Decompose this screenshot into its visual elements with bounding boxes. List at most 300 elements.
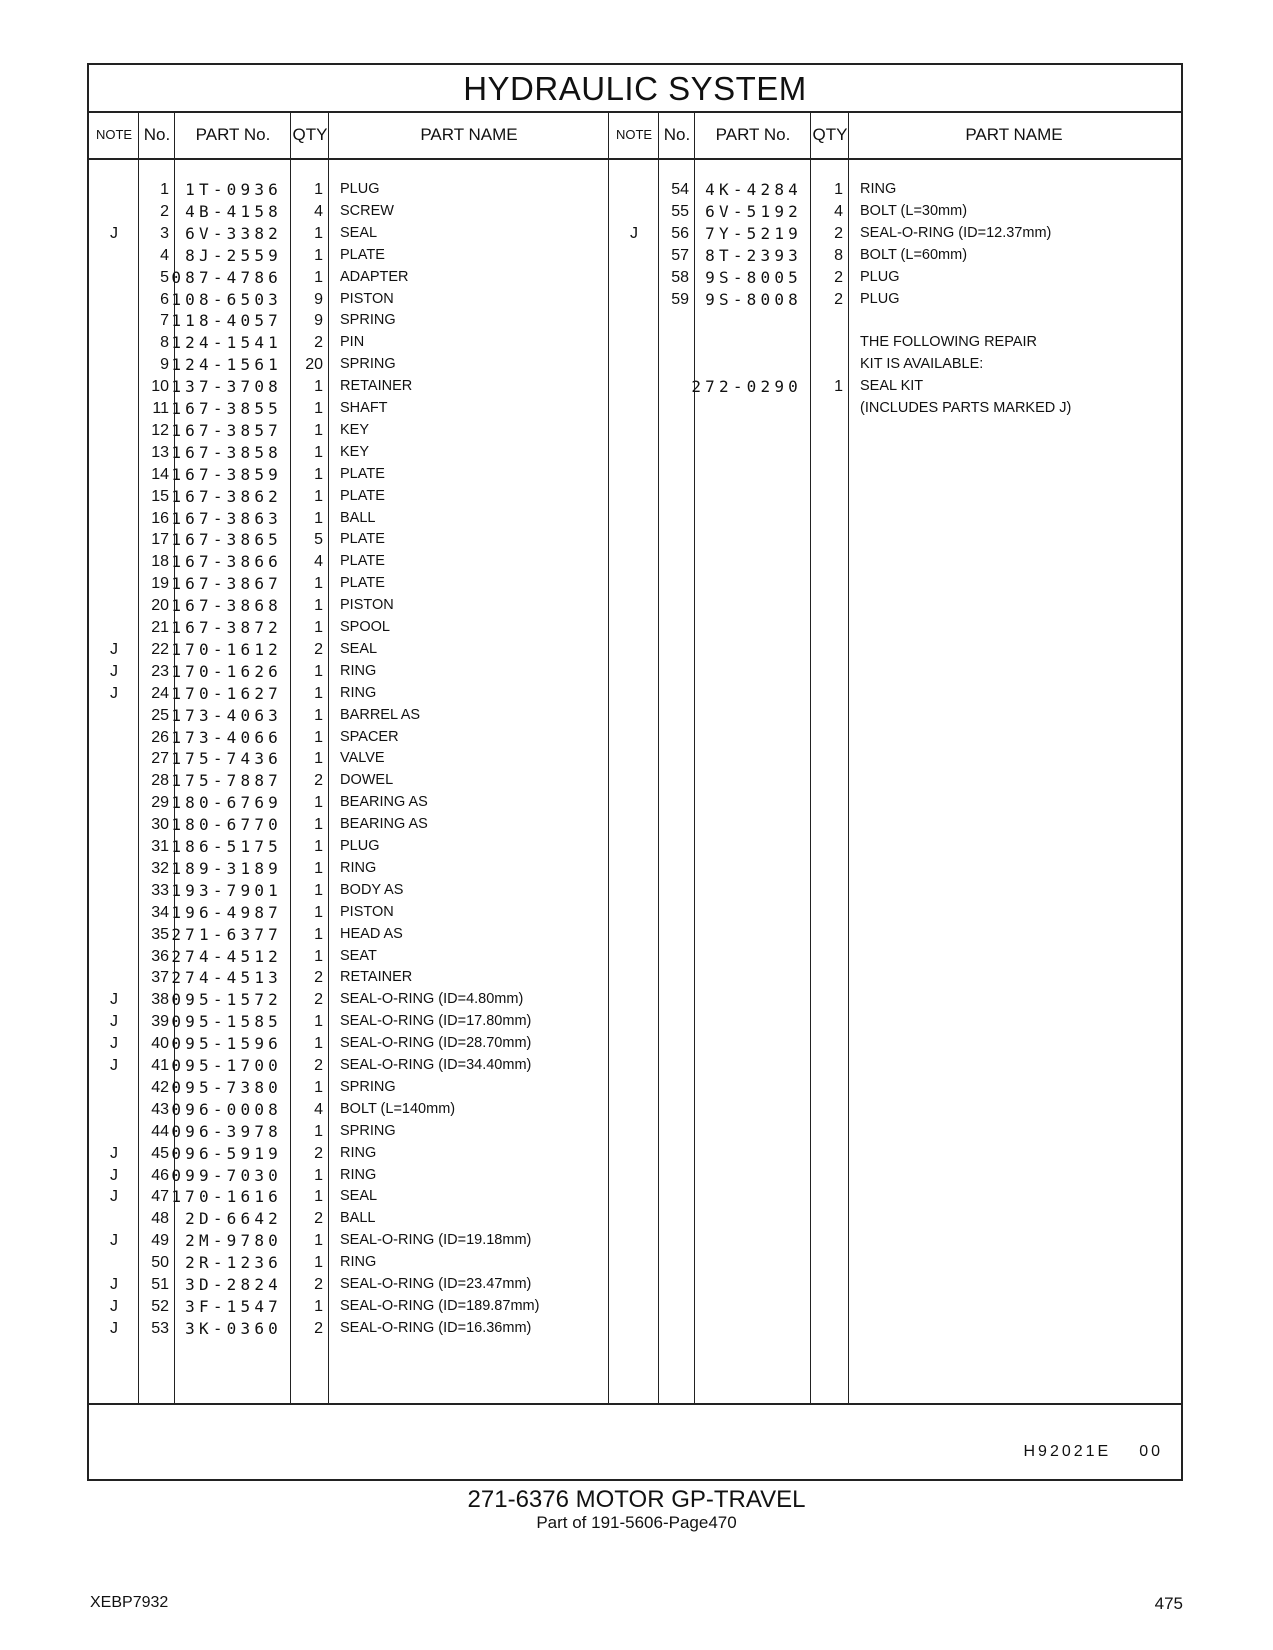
- cell-part-no: 8T-2393: [705, 245, 802, 265]
- cell-no: 3: [160, 224, 169, 242]
- cell-part-no: 271-6377: [171, 924, 282, 944]
- cell-name: RING: [860, 181, 897, 197]
- cell-part-no: 180-6769: [171, 793, 282, 813]
- cell-no: 25: [151, 706, 169, 724]
- cell-no: 26: [151, 728, 169, 746]
- cell-part-no: 170-1616: [171, 1187, 282, 1207]
- cell-part-no: 167-3858: [171, 442, 282, 462]
- cell-part-no: 096-3978: [171, 1121, 282, 1141]
- cell-note: J: [630, 224, 638, 242]
- header-note-right: NOTE: [615, 127, 653, 142]
- cell-name: PISTON: [340, 290, 394, 307]
- table-row: [89, 463, 1181, 486]
- cell-part-no: 189-3189: [171, 858, 282, 878]
- cell-name: RING: [340, 1166, 377, 1183]
- cell-qty: 1: [314, 181, 323, 198]
- cell-qty: 2: [314, 969, 323, 987]
- cell-no: 17: [151, 531, 169, 549]
- cell-part-no: 1T-0936: [185, 180, 282, 199]
- table-row: [89, 485, 1181, 508]
- table-row: [89, 1164, 1181, 1187]
- cell-name: SEAL: [340, 1188, 378, 1205]
- table-row: [89, 375, 1181, 398]
- cell-name: BODY AS: [340, 881, 404, 898]
- parts-table-frame: [87, 63, 1183, 1481]
- table-row: [89, 747, 1181, 770]
- cell-no: 4: [160, 246, 169, 264]
- cell-no: 27: [151, 750, 169, 768]
- cell-name: RING: [340, 662, 377, 679]
- footer-code: H92021E: [1023, 1443, 1112, 1460]
- cell-name: BARREL AS: [340, 706, 421, 723]
- cell-no: 19: [151, 575, 169, 593]
- cell-no: 6: [160, 290, 169, 308]
- cell-no: 53: [151, 1319, 169, 1337]
- table-row: [89, 638, 1181, 661]
- cell-part-no: 196-4987: [171, 902, 282, 922]
- cell-qty: 2: [834, 290, 843, 308]
- cell-qty: 1: [314, 1188, 323, 1206]
- cell-name: BALL: [340, 509, 376, 526]
- header-part-no-left: PART No.: [195, 125, 271, 144]
- cell-no: 54: [671, 181, 689, 198]
- cell-no: 41: [151, 1057, 169, 1074]
- cell-part-no: 180-6770: [171, 815, 282, 835]
- cell-qty: 4: [314, 202, 323, 220]
- cell-part-no: 095-1572: [171, 990, 282, 1010]
- cell-part-no: 9S-8005: [705, 267, 802, 287]
- page-title: HYDRAULIC SYSTEM: [89, 65, 1181, 113]
- table-row: [89, 178, 1181, 201]
- cell-qty: 1: [314, 706, 323, 724]
- cell-qty: 1: [314, 925, 323, 943]
- table-row: [89, 266, 1181, 289]
- table-row: [89, 966, 1181, 989]
- footer-divider: [89, 1403, 1181, 1405]
- cell-part-no: 175-7436: [171, 749, 282, 769]
- cell-name: PLATE: [340, 575, 385, 592]
- cell-qty: 1: [314, 881, 323, 899]
- cell-qty: 1: [314, 465, 323, 483]
- cell-qty: 1: [314, 378, 323, 396]
- table-row: [89, 331, 1181, 354]
- table-row: [89, 879, 1181, 902]
- cell-note: J: [110, 684, 118, 702]
- table-row: [89, 857, 1181, 880]
- illustration-code: [1023, 1443, 1163, 1461]
- cell-part-no: 087-4786: [171, 267, 282, 287]
- cell-name: SHAFT: [340, 400, 388, 416]
- cell-no: 34: [151, 903, 169, 921]
- cell-name: VALVE: [340, 750, 385, 767]
- cell-part-no: 167-3859: [171, 464, 282, 484]
- cell-note: J: [110, 1188, 118, 1206]
- cell-no: 45: [151, 1144, 169, 1162]
- cell-no: 29: [151, 794, 169, 812]
- cell-name: PLATE: [340, 246, 385, 263]
- cell-no: 58: [671, 268, 689, 286]
- cell-part-no: 3K-0360: [185, 1318, 282, 1338]
- table-row: [89, 769, 1181, 792]
- cell-no: 40: [151, 1035, 169, 1053]
- cell-qty: 1: [314, 662, 323, 680]
- cell-name: SPRING: [340, 1122, 396, 1139]
- cell-part-no: 124-1541: [171, 333, 282, 353]
- cell-name: PLATE: [340, 553, 385, 570]
- cell-no: 9: [160, 356, 169, 374]
- cell-no: 43: [151, 1100, 169, 1118]
- cell-name: SEAL-O-RING (ID=28.70mm): [340, 1035, 532, 1052]
- header-part-name-left: PART NAME: [420, 125, 518, 144]
- cell-no: 1: [160, 181, 169, 198]
- cell-no: 12: [151, 421, 169, 439]
- cell-no: 2: [160, 202, 169, 220]
- cell-qty: 1: [314, 421, 323, 439]
- cell-no: 50: [151, 1254, 169, 1272]
- cell-part-no: 108-6503: [171, 289, 282, 309]
- cell-qty: 1: [314, 1297, 323, 1315]
- table-row: [89, 507, 1181, 530]
- cell-no: 48: [151, 1210, 169, 1228]
- header-no-right: No.: [663, 125, 691, 144]
- cell-qty: 8: [834, 246, 843, 264]
- cell-no: 57: [671, 246, 689, 264]
- table-row: [89, 244, 1181, 267]
- cell-qty: 1: [314, 838, 323, 855]
- cell-no: 51: [151, 1276, 169, 1293]
- table-row: [89, 726, 1181, 749]
- table-row: [89, 791, 1181, 814]
- table-row: [89, 353, 1181, 376]
- table-row: [89, 419, 1181, 442]
- cell-name: RING: [340, 1144, 377, 1161]
- table-row: [89, 835, 1181, 858]
- cell-part-no: 173-4066: [171, 727, 282, 747]
- cell-qty: 2: [314, 1319, 323, 1337]
- table-row: [89, 1295, 1181, 1318]
- cell-name: SPRING: [340, 356, 396, 373]
- cell-qty: 1: [314, 1035, 323, 1053]
- cell-no: 15: [151, 487, 169, 505]
- header-part-no-right: PART No.: [715, 125, 791, 144]
- cell-qty: 4: [834, 202, 843, 220]
- cell-qty: 1: [314, 509, 323, 527]
- cell-qty: 1: [314, 684, 323, 702]
- cell-qty: 1: [314, 597, 323, 615]
- cell-name: BOLT (L=60mm): [860, 246, 968, 263]
- cell-qty: 4: [314, 553, 323, 571]
- cell-name: RETAINER: [340, 378, 413, 395]
- cell-no: 36: [151, 947, 169, 965]
- table-row: [89, 1207, 1181, 1230]
- cell-name: SCREW: [340, 202, 394, 219]
- cell-no: 49: [151, 1232, 169, 1250]
- cell-qty: 1: [314, 1166, 323, 1184]
- table-row: [89, 397, 1181, 420]
- cell-name: PLUG: [340, 838, 380, 854]
- cell-no: 55: [671, 202, 689, 220]
- cell-part-no: 167-3872: [171, 618, 282, 637]
- cell-part-no: 170-1627: [171, 683, 282, 703]
- cell-part-no: 186-5175: [171, 837, 282, 856]
- cell-no: 20: [151, 597, 169, 615]
- cell-note: J: [110, 1319, 118, 1337]
- cell-no: 44: [151, 1122, 169, 1140]
- cell-name: PISTON: [340, 597, 394, 614]
- cell-no: 5: [160, 268, 169, 286]
- cell-no: 59: [671, 290, 689, 308]
- cell-part-no: 095-1596: [171, 1034, 282, 1054]
- cell-name: SEAL-O-RING (ID=16.36mm): [340, 1319, 532, 1336]
- cell-name: SPRING: [340, 312, 396, 329]
- table-row: [89, 1098, 1181, 1121]
- table-row: [89, 682, 1181, 705]
- cell-no: 30: [151, 816, 169, 834]
- table-row: [89, 1054, 1181, 1077]
- cell-qty: 2: [314, 1276, 323, 1293]
- cell-part-no: 3D-2824: [185, 1275, 282, 1294]
- table-row: [89, 550, 1181, 573]
- page-number: 475: [1154, 1594, 1183, 1613]
- cell-note: J: [110, 640, 118, 658]
- cell-part-no: 118-4057: [171, 311, 282, 331]
- cell-qty: 2: [314, 1210, 323, 1228]
- cell-qty: 1: [314, 400, 323, 417]
- cell-name: KEY: [340, 421, 370, 438]
- cell-name: PLUG: [860, 268, 900, 285]
- cell-part-no: 9S-8008: [705, 289, 802, 309]
- cell-part-no: 170-1612: [171, 639, 282, 659]
- cell-name: SPACER: [340, 728, 399, 745]
- cell-qty: 1: [314, 750, 323, 768]
- header-no-left: No.: [143, 125, 171, 144]
- cell-part-no: 137-3708: [171, 377, 282, 397]
- cell-no: 39: [151, 1013, 169, 1031]
- table-row: [89, 1229, 1181, 1252]
- cell-name: PISTON: [340, 903, 394, 920]
- table-row: [89, 901, 1181, 924]
- table-row: [89, 923, 1181, 946]
- table-row: [89, 1185, 1181, 1208]
- cell-part-no: 167-3857: [171, 420, 282, 440]
- cell-no: 16: [151, 509, 169, 527]
- cell-note: J: [110, 1057, 118, 1074]
- cell-qty: 2: [834, 268, 843, 286]
- cell-name: THE FOLLOWING REPAIR: [860, 334, 1037, 351]
- cell-part-no: 173-4063: [171, 705, 282, 725]
- cell-name: KIT IS AVAILABLE:: [860, 356, 984, 373]
- cell-part-no: 167-3862: [171, 486, 282, 506]
- cell-note: J: [110, 1035, 118, 1053]
- cell-qty: 2: [314, 991, 323, 1009]
- cell-name: SEAL-O-RING (ID=12.37mm): [860, 224, 1052, 241]
- cell-qty: 1: [314, 794, 323, 812]
- cell-no: 8: [160, 334, 169, 352]
- cell-qty: 9: [314, 312, 323, 330]
- table-row: [89, 441, 1181, 464]
- table-row: [89, 1273, 1181, 1296]
- cell-name: SEAL KIT: [860, 378, 924, 395]
- table-row: [89, 1317, 1181, 1340]
- cell-qty: 1: [314, 487, 323, 505]
- cell-part-no: 6V-3382: [185, 223, 282, 243]
- cell-note: J: [110, 1297, 118, 1315]
- table-row: [89, 988, 1181, 1011]
- cell-part-no: 2R-1236: [185, 1253, 282, 1273]
- cell-qty: 1: [314, 224, 323, 242]
- cell-name: HEAD AS: [340, 925, 403, 942]
- table-row: [89, 1142, 1181, 1165]
- cell-name: SEAL: [340, 640, 378, 657]
- cell-qty: 1: [834, 181, 843, 198]
- cell-qty: 1: [314, 816, 323, 834]
- group-caption: 271-6376 MOTOR GP-TRAVEL: [467, 1486, 806, 1513]
- cell-name: SEAL-O-RING (ID=23.47mm): [340, 1276, 532, 1292]
- cell-no: 35: [151, 925, 169, 943]
- cell-no: 37: [151, 969, 169, 987]
- cell-part-no: 3F-1547: [185, 1296, 282, 1316]
- cell-no: 22: [151, 640, 169, 658]
- cell-name: SEAL-O-RING (ID=17.80mm): [340, 1013, 532, 1030]
- cell-name: PLATE: [340, 465, 385, 482]
- cell-part-no: 095-1700: [171, 1056, 282, 1075]
- table-row: [89, 309, 1181, 332]
- cell-qty: 5: [314, 531, 323, 549]
- cell-note: J: [110, 224, 118, 242]
- cell-qty: 1: [314, 1013, 323, 1031]
- cell-qty: 2: [834, 224, 843, 242]
- cell-part-no: 4K-4284: [705, 180, 802, 199]
- cell-no: 24: [151, 684, 169, 702]
- cell-no: 46: [151, 1166, 169, 1184]
- table-row: [89, 1010, 1181, 1033]
- cell-part-no: 096-0008: [171, 1099, 282, 1119]
- cell-part-no: 170-1626: [171, 661, 282, 681]
- table-row: [89, 594, 1181, 617]
- cell-qty: 1: [314, 443, 323, 461]
- cell-name: SEAL: [340, 224, 378, 241]
- cell-no: 14: [151, 465, 169, 483]
- cell-name: BALL: [340, 1210, 376, 1227]
- cell-qty: 2: [314, 772, 323, 790]
- cell-qty: 1: [314, 859, 323, 877]
- cell-no: 31: [151, 838, 169, 855]
- cell-part-no: 167-3866: [171, 552, 282, 572]
- table-row: [89, 1251, 1181, 1274]
- cell-qty: 4: [314, 1100, 323, 1118]
- cell-part-no: 175-7887: [171, 771, 282, 791]
- cell-name: BOLT (L=140mm): [340, 1100, 456, 1117]
- cell-no: 42: [151, 1078, 169, 1096]
- cell-note: J: [110, 662, 118, 680]
- cell-qty: 1: [834, 378, 843, 396]
- table-row: [89, 660, 1181, 683]
- cell-qty: 20: [305, 356, 323, 374]
- cell-qty: 2: [314, 334, 323, 352]
- cell-name: SPRING: [340, 1078, 396, 1095]
- cell-part-no: 167-3865: [171, 530, 282, 550]
- cell-part-no: 095-1585: [171, 1012, 282, 1032]
- cell-qty: 1: [314, 1254, 323, 1272]
- group-subcaption: Part of 191-5606-Page470: [536, 1513, 737, 1532]
- cell-no: 21: [151, 619, 169, 636]
- cell-qty: 1: [314, 268, 323, 286]
- cell-note: J: [110, 1144, 118, 1162]
- cell-no: 18: [151, 553, 169, 571]
- header-qty-right: QTY: [812, 125, 848, 144]
- cell-note: J: [110, 1013, 118, 1031]
- cell-no: 38: [151, 991, 169, 1009]
- cell-name: PIN: [340, 334, 365, 351]
- cell-name: SEAL-O-RING (ID=4.80mm): [340, 991, 524, 1008]
- cell-note: J: [110, 1276, 118, 1293]
- header-note-left: NOTE: [95, 127, 133, 142]
- cell-no: 56: [671, 224, 689, 242]
- cell-name: (INCLUDES PARTS MARKED J): [860, 400, 1072, 416]
- document-id: XEBP7932: [90, 1594, 169, 1611]
- cell-qty: 1: [314, 947, 323, 965]
- cell-qty: 1: [314, 575, 323, 593]
- cell-no: 11: [152, 400, 169, 417]
- cell-part-no: 274-4513: [171, 968, 282, 988]
- cell-qty: 2: [314, 1144, 323, 1162]
- cell-qty: 1: [314, 903, 323, 921]
- cell-no: 28: [151, 772, 169, 790]
- cell-name: KEY: [340, 443, 370, 460]
- cell-part-no: 099-7030: [171, 1165, 282, 1185]
- cell-qty: 1: [314, 246, 323, 264]
- cell-name: BOLT (L=30mm): [860, 202, 968, 219]
- cell-name: SEAL-O-RING (ID=34.40mm): [340, 1057, 532, 1073]
- cell-note: J: [110, 1166, 118, 1184]
- cell-qty: 1: [314, 1078, 323, 1096]
- table-row: [89, 572, 1181, 595]
- table-row: [89, 288, 1181, 311]
- cell-name: PLUG: [340, 181, 380, 197]
- cell-part-no: 167-3868: [171, 596, 282, 616]
- cell-part-no: 095-7380: [171, 1077, 282, 1097]
- cell-name: SEAL-O-RING (ID=189.87mm): [340, 1297, 540, 1314]
- cell-name: BEARING AS: [340, 794, 428, 811]
- cell-name: PLUG: [860, 290, 900, 307]
- cell-no: 13: [151, 443, 169, 461]
- table-row: [89, 200, 1181, 223]
- table-row: [89, 222, 1181, 245]
- table-row: [89, 813, 1181, 836]
- cell-name: DOWEL: [340, 772, 394, 789]
- cell-name: SPOOL: [340, 619, 390, 635]
- cell-qty: 1: [314, 1232, 323, 1250]
- cell-part-no: 193-7901: [171, 880, 282, 900]
- cell-part-no: 124-1561: [171, 355, 282, 375]
- cell-name: RING: [340, 859, 377, 876]
- cell-part-no: 2M-9780: [185, 1231, 282, 1251]
- cell-no: 33: [151, 881, 169, 899]
- table-row: [89, 704, 1181, 727]
- cell-name: RETAINER: [340, 969, 413, 986]
- cell-note: J: [110, 1232, 118, 1250]
- table-row: [89, 528, 1181, 551]
- cell-no: 47: [151, 1188, 169, 1206]
- cell-part-no: 274-4512: [171, 946, 282, 966]
- cell-part-no: 272-0290: [691, 377, 802, 397]
- cell-no: 52: [151, 1297, 169, 1315]
- cell-name: RING: [340, 1254, 377, 1271]
- cell-part-no: 167-3867: [171, 574, 282, 594]
- cell-name: PLATE: [340, 531, 385, 548]
- cell-qty: 9: [314, 290, 323, 308]
- cell-part-no: 4B-4158: [185, 201, 282, 221]
